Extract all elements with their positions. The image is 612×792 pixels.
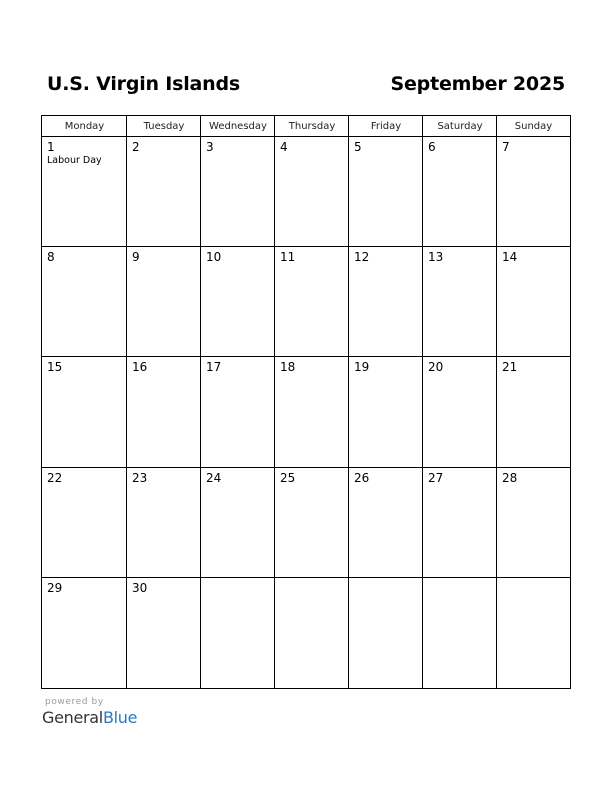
day-number: 1 xyxy=(47,140,55,154)
day-cell[interactable] xyxy=(423,468,497,578)
day-cell[interactable] xyxy=(127,137,201,247)
day-number: 13 xyxy=(428,250,444,265)
day-cell[interactable] xyxy=(127,357,201,467)
powered-by-label: powered by xyxy=(45,697,104,707)
day-number: 25 xyxy=(280,470,296,485)
month-title: September 2025 xyxy=(390,73,565,95)
day-cell[interactable] xyxy=(497,137,570,247)
day-cell[interactable] xyxy=(275,137,349,247)
day-cell[interactable] xyxy=(201,357,275,467)
day-cell[interactable] xyxy=(127,578,201,688)
grid-vertical-line xyxy=(200,116,201,688)
weekday-header-monday: Monday xyxy=(64,121,105,132)
day-cell[interactable] xyxy=(497,578,570,688)
week-row xyxy=(42,247,570,357)
grid-horizontal-line xyxy=(42,467,570,468)
weekday-header-friday: Friday xyxy=(370,121,402,132)
day-cell[interactable] xyxy=(349,357,423,467)
day-cell[interactable] xyxy=(275,247,349,357)
day-cell[interactable] xyxy=(497,357,570,467)
day-cell[interactable] xyxy=(349,247,423,357)
weekday-header-row xyxy=(42,116,570,137)
day-number: 15 xyxy=(47,360,63,375)
day-number: 30 xyxy=(132,580,148,595)
day-number: 4 xyxy=(280,140,288,154)
day-number: 3 xyxy=(206,140,214,154)
day-number: 22 xyxy=(47,470,63,485)
grid-vertical-line xyxy=(422,116,423,688)
calendar-grid xyxy=(41,115,571,689)
grid-vertical-line xyxy=(274,116,275,688)
week-row xyxy=(42,137,570,247)
day-cell[interactable] xyxy=(349,137,423,247)
day-cell[interactable] xyxy=(275,357,349,467)
brand-general-text: General xyxy=(42,708,103,727)
day-cell[interactable] xyxy=(423,137,497,247)
day-cell[interactable] xyxy=(275,578,349,688)
day-cell[interactable] xyxy=(275,468,349,578)
day-number: 17 xyxy=(206,360,222,375)
day-number: 29 xyxy=(47,580,63,595)
grid-vertical-line xyxy=(348,116,349,688)
day-number: 28 xyxy=(502,470,518,485)
day-number: 19 xyxy=(354,360,370,375)
day-number: 23 xyxy=(132,470,148,485)
day-cell[interactable] xyxy=(127,468,201,578)
day-cell[interactable] xyxy=(349,468,423,578)
holiday-label: Labour Day xyxy=(47,155,102,166)
week-row xyxy=(42,578,570,688)
weekday-header-sunday: Sunday xyxy=(514,121,553,132)
day-number: 27 xyxy=(428,470,444,485)
week-row xyxy=(42,357,570,467)
grid-horizontal-line xyxy=(42,356,570,357)
day-number: 10 xyxy=(206,250,222,265)
day-cell[interactable] xyxy=(42,357,127,467)
day-number: 9 xyxy=(132,250,140,265)
day-cell[interactable] xyxy=(42,247,127,357)
grid-vertical-line xyxy=(126,116,127,688)
day-number: 18 xyxy=(280,360,296,375)
day-number: 21 xyxy=(502,360,518,375)
brand-blue-text: Blue xyxy=(102,708,138,727)
day-cell[interactable] xyxy=(201,578,275,688)
weekday-header-wednesday: Wednesday xyxy=(209,121,267,132)
day-cell[interactable] xyxy=(201,247,275,357)
day-number: 7 xyxy=(502,140,510,154)
grid-vertical-line xyxy=(496,116,497,688)
weekday-header-tuesday: Tuesday xyxy=(143,121,185,132)
day-cell[interactable] xyxy=(127,247,201,357)
generalblue-logo[interactable] xyxy=(42,708,137,728)
day-number: 12 xyxy=(354,250,370,265)
grid-horizontal-line xyxy=(42,577,570,578)
day-number: 11 xyxy=(280,250,296,265)
day-cell[interactable] xyxy=(497,468,570,578)
day-cell[interactable] xyxy=(42,137,127,247)
day-number: 20 xyxy=(428,360,444,375)
day-cell[interactable] xyxy=(201,468,275,578)
weekday-header-thursday: Thursday xyxy=(288,121,336,132)
day-cell[interactable] xyxy=(42,468,127,578)
day-number: 26 xyxy=(354,470,370,485)
day-number: 8 xyxy=(47,250,55,265)
day-number: 5 xyxy=(354,140,362,154)
week-row xyxy=(42,468,570,578)
day-number: 14 xyxy=(502,250,518,265)
day-number: 6 xyxy=(428,140,436,154)
day-cell[interactable] xyxy=(201,137,275,247)
day-number: 16 xyxy=(132,360,148,375)
weekday-header-saturday: Saturday xyxy=(437,121,483,132)
day-number: 24 xyxy=(206,470,222,485)
region-title: U.S. Virgin Islands xyxy=(47,73,241,95)
day-cell[interactable] xyxy=(423,357,497,467)
day-cell[interactable] xyxy=(497,247,570,357)
day-cell[interactable] xyxy=(423,578,497,688)
day-cell[interactable] xyxy=(349,578,423,688)
grid-horizontal-line xyxy=(42,246,570,247)
day-cell[interactable] xyxy=(42,578,127,688)
day-cell[interactable] xyxy=(423,247,497,357)
day-number: 2 xyxy=(132,140,140,154)
